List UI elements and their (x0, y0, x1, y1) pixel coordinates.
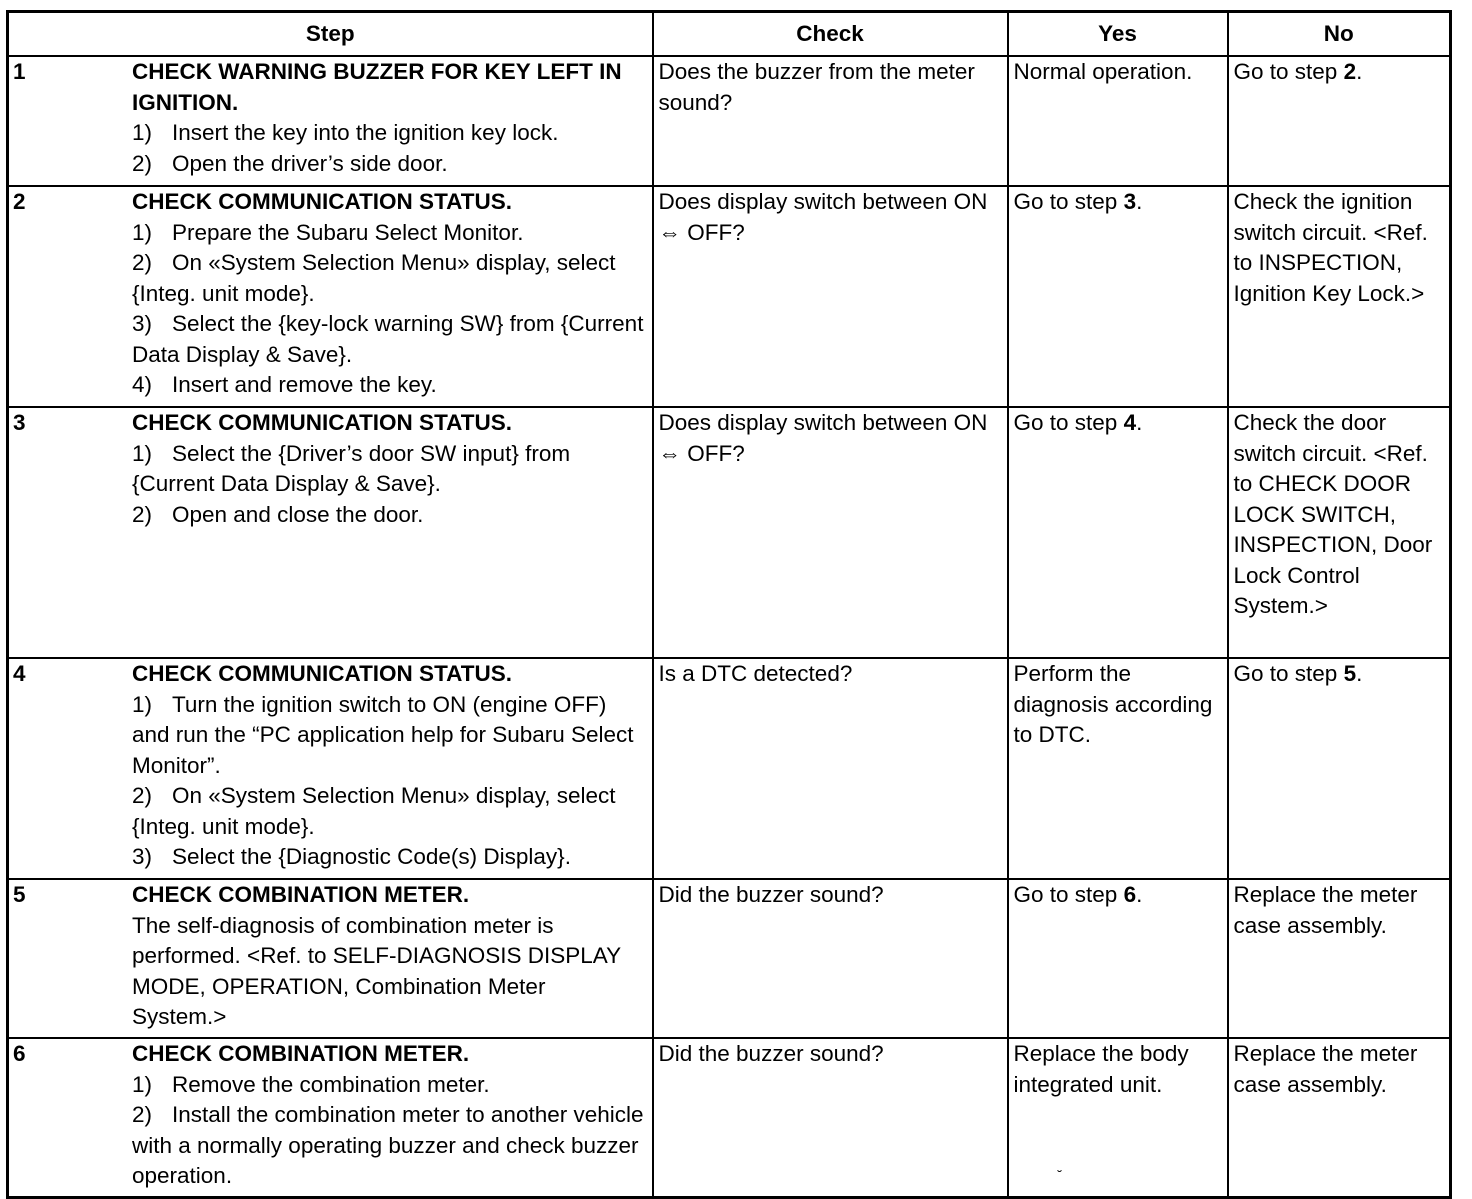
check-cell: Does display switch between ON ⇔ OFF? (653, 186, 1008, 407)
yes-cell: Go to step 3. (1008, 186, 1228, 407)
sub-step: 1) Turn the ignition switch to ON (engine OFF) and run the “PC application help for Subaru Select Monitor”. (132, 691, 634, 778)
table-row (8, 56, 1451, 186)
step-cell (8, 1038, 653, 1198)
no-cell: Check the ignition switch circuit. <Ref. to INSPECTION, Ignition Key Lock.> (1228, 186, 1451, 407)
sub-step: 1) Select the {Driver’s door SW input} from {Current Data Display & Save}. (132, 440, 571, 496)
sub-step: 2) Open the driver’s side door. (132, 150, 448, 176)
yes-cell: Replace the body integrated unit. (1008, 1038, 1228, 1198)
header-yes: Yes (1008, 12, 1228, 57)
sub-step: 1) Remove the combination meter. (132, 1071, 490, 1097)
no-cell: Go to step 5. (1228, 658, 1451, 879)
yes-cell: Go to step 4. (1008, 407, 1228, 658)
step-cell (8, 56, 653, 186)
step-number: 6 (13, 1041, 26, 1066)
sub-step: 3) Select the {key-lock warning SW} from {Current Data Display & Save}. (132, 311, 644, 367)
step-number: 3 (13, 410, 26, 435)
diagnostic-table-page (6, 10, 1452, 1199)
step-title: CHECK COMMUNICATION STATUS. (132, 661, 512, 686)
yes-cell: Go to step 6. (1008, 879, 1228, 1038)
diagnostic-table (6, 10, 1452, 1199)
step-cell (8, 879, 653, 1038)
step-title: CHECK COMBINATION METER. (132, 1041, 470, 1066)
step-title: CHECK COMMUNICATION STATUS. (132, 189, 512, 214)
step-description: The self-diagnosis of combination meter is performed. <Ref. to SELF-DIAGNOSIS DISPLAY MODE, OPERATION, Combination Meter System.> (132, 912, 621, 1029)
table-row (8, 879, 1451, 1038)
sub-step: 2) Install the combination meter to another vehicle with a normally operating buzzer and check buzzer operation. (132, 1102, 644, 1188)
check-cell: Did the buzzer sound? (653, 879, 1008, 1038)
sub-step: 4) Insert and remove the key. (132, 372, 437, 397)
table-row (8, 658, 1451, 879)
step-title: CHECK WARNING BUZZER FOR KEY LEFT IN IGNITION. (132, 59, 622, 115)
step-number: 4 (13, 661, 26, 686)
step-title: CHECK COMMUNICATION STATUS. (132, 410, 512, 435)
sub-step: 2) On «System Selection Menu» display, select {Integ. unit mode}. (132, 783, 616, 839)
header-no: No (1228, 12, 1451, 57)
check-cell: Is a DTC detected? (653, 658, 1008, 879)
table-row (8, 186, 1451, 407)
yes-cell: Normal operation. (1008, 56, 1228, 186)
sub-step: 2) On «System Selection Menu» display, select {Integ. unit mode}. (132, 250, 616, 306)
no-cell: Replace the meter case assembly. (1228, 879, 1451, 1038)
table-row (8, 407, 1451, 658)
check-cell: Does display switch between ON ⇔ OFF? (653, 407, 1008, 658)
sub-step: 3) Select the {Diagnostic Code(s) Display}. (132, 844, 571, 869)
step-number: 5 (13, 882, 26, 907)
yes-cell: Perform the diagnosis according to DTC. (1008, 658, 1228, 879)
sub-step: 1) Prepare the Subaru Select Monitor. (132, 219, 524, 245)
step-title: CHECK COMBINATION METER. (132, 882, 470, 907)
step-number: 2 (13, 189, 26, 214)
check-cell: Did the buzzer sound? (653, 1038, 1008, 1198)
no-cell: Check the door switch circuit. <Ref. to CHECK DOOR LOCK SWITCH, INSPECTION, Door Lock Control System.> (1228, 407, 1451, 658)
sub-step: 2) Open and close the door. (132, 501, 424, 527)
step-cell (8, 407, 653, 658)
step-number: 1 (13, 59, 26, 84)
step-cell (8, 186, 653, 407)
header-step: Step (8, 12, 653, 57)
scan-mark: ˘ (1056, 1169, 1063, 1185)
sub-step: 1) Insert the key into the ignition key lock. (132, 120, 559, 145)
check-cell: Does the buzzer from the meter sound? (653, 56, 1008, 186)
header-check: Check (653, 12, 1008, 57)
no-cell: Go to step 2. (1228, 56, 1451, 186)
table-row (8, 1038, 1451, 1198)
step-cell (8, 658, 653, 879)
no-cell: Replace the meter case assembly. (1228, 1038, 1451, 1198)
header-row (8, 12, 1451, 57)
